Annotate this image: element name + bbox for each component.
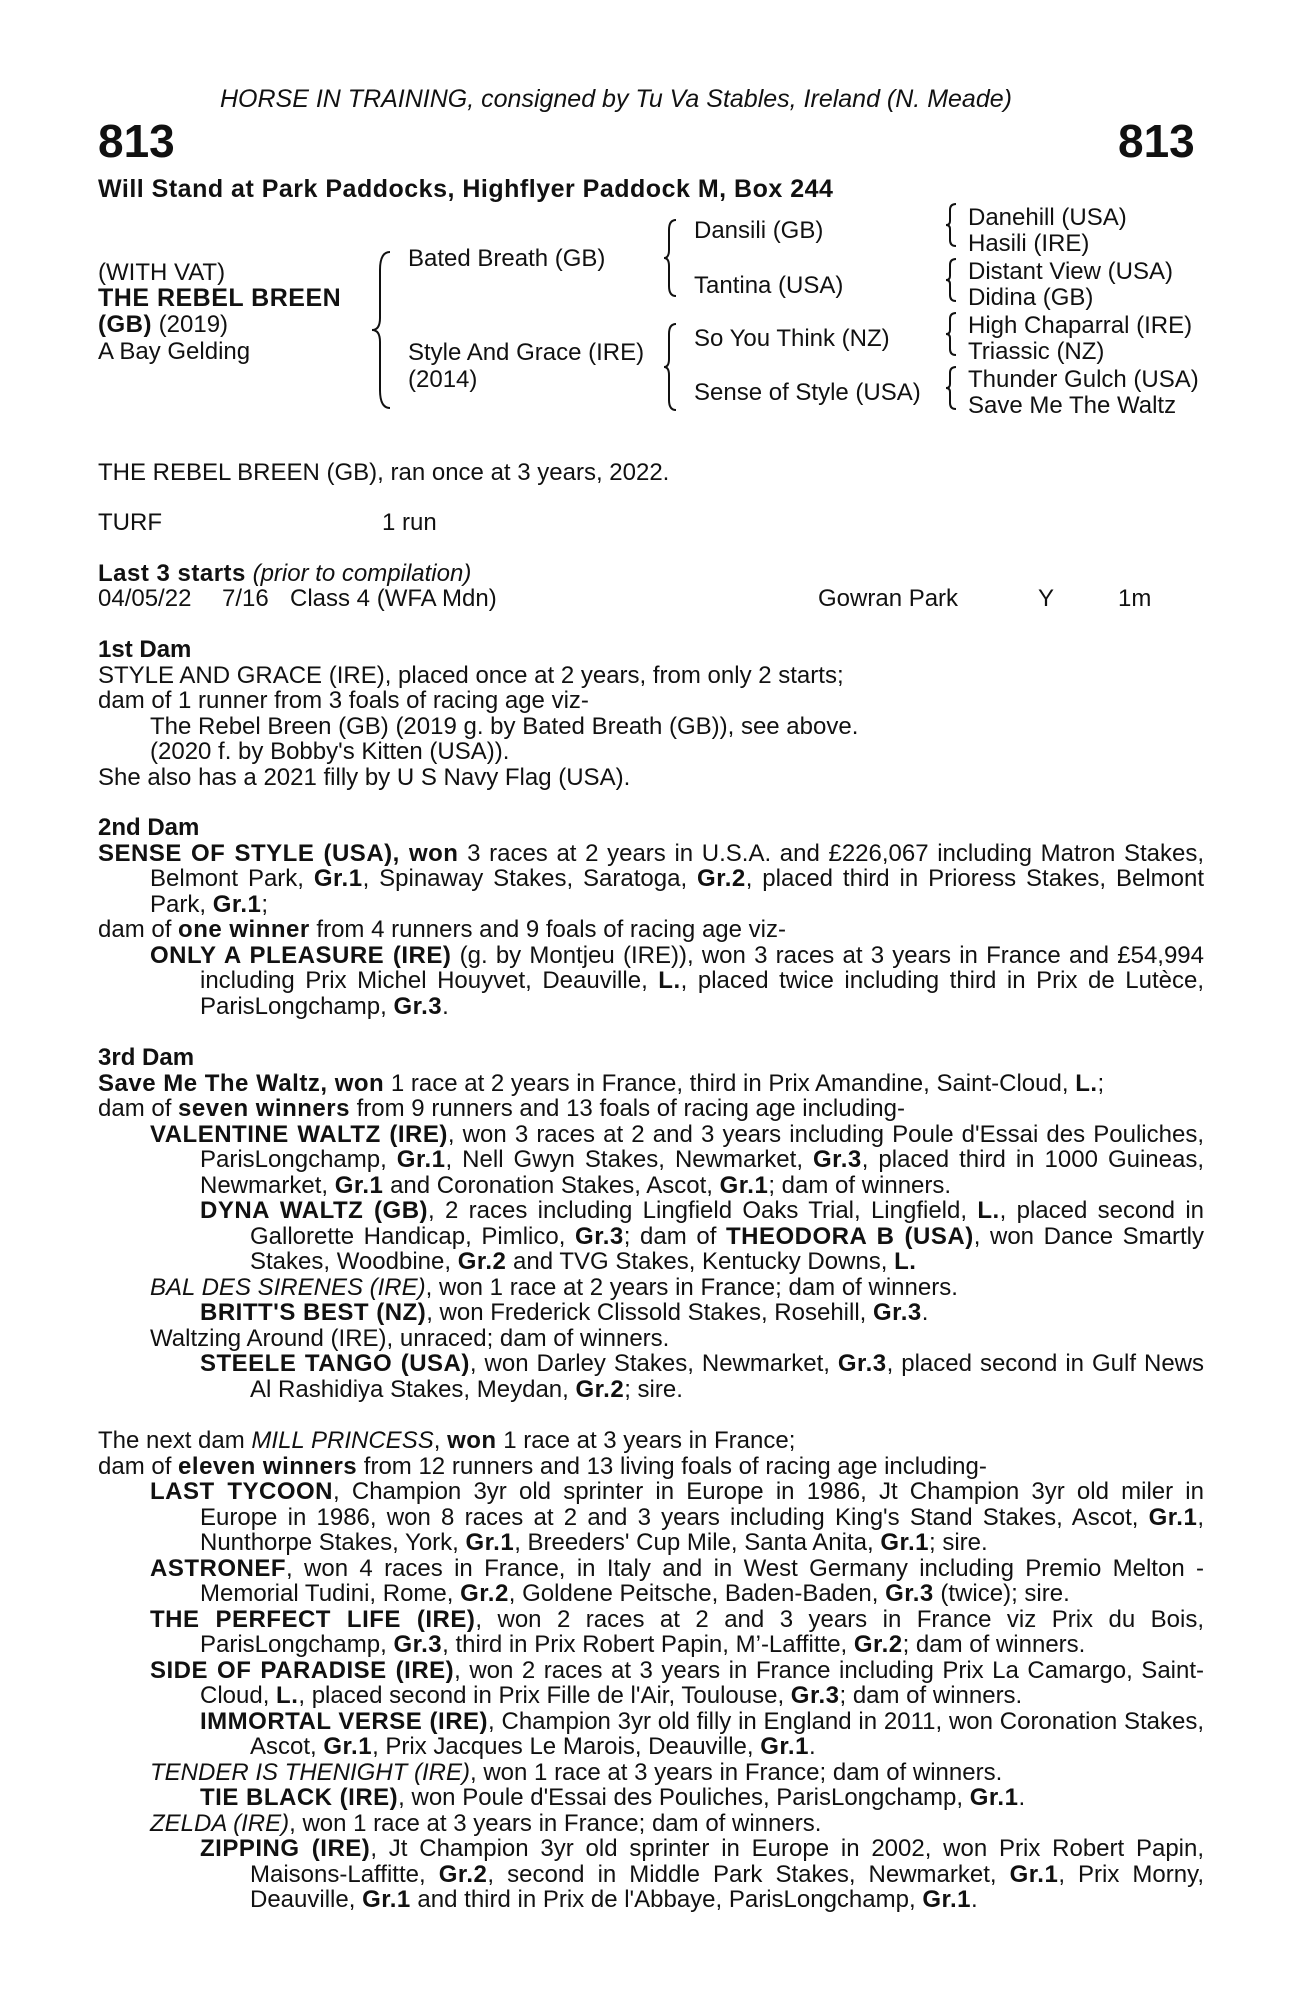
grade-label: Gr.1: [465, 1529, 515, 1556]
text-run: , Spinaway Stakes, Saratoga,: [362, 865, 698, 892]
produce-name: TIE BLACK (IRE): [200, 1784, 399, 1811]
grade-label: Gr.1: [880, 1529, 930, 1556]
pedigree-dds: Thunder Gulch (USA): [968, 366, 1199, 393]
pedigree-ssd: Hasili (IRE): [968, 230, 1090, 257]
text-run: , won Darley Stakes, Newmarket,: [469, 1350, 838, 1377]
pedigree-sire-dam: Tantina (USA): [694, 272, 844, 299]
second-dam-record: SENSE OF STYLE (USA), won 3 races at 2 years in U.S.A. and £226,067 including Matron Stakes, Belmont Park, Gr.1, Spinaway Stakes, Saratoga, Gr.2, placed third in Prioress Stakes, Belmont Park, Gr.1;: [98, 839, 1205, 918]
text-run: , won 4 races in France, in Italy and in West Germany including Premio Melton - Memorial Tudini, Rome,: [200, 1554, 1204, 1607]
pedigree-dsd: Triassic (NZ): [968, 338, 1105, 365]
text-run: ; dam of winners.: [839, 1682, 1023, 1709]
grade-label: Gr.3: [393, 992, 443, 1020]
text-run: ; sire.: [624, 1375, 683, 1403]
text-run: , won 1 race at 3 years in France; dam of winners.: [470, 1758, 1003, 1786]
text-run: (twice); sire.: [933, 1580, 1070, 1607]
dam-name: Save Me The Waltz: [98, 1069, 321, 1097]
race-record-summary: THE REBEL BREEN (GB), ran once at 3 years, 2022.: [98, 459, 670, 486]
produce-name: THE PERFECT LIFE (IRE): [150, 1605, 476, 1633]
text-run: .: [921, 1299, 929, 1326]
produce-entry: [98, 1198, 1204, 1275]
text-run: The next dam: [98, 1427, 252, 1454]
grade-label: Gr.2: [575, 1375, 625, 1403]
produce-name: ASTRONEF: [150, 1554, 286, 1582]
lot-number-left: 813: [98, 115, 175, 167]
start-going: Y: [1038, 585, 1055, 612]
text-run: , placed second in Gulf News Al Rashidiya Stakes, Meydan,: [250, 1350, 1204, 1403]
text-run: , won 3 races at 2 and 3 years including Poule d'Essai des Pouliches, ParisLongchamp,: [200, 1120, 1204, 1173]
grade-label: L.: [894, 1248, 917, 1275]
grade-label: Gr.2: [460, 1580, 509, 1607]
produce-entry: [98, 1275, 1204, 1301]
text-run: , Champion 3yr old filly in England in 2011, won Coronation Stakes, Ascot,: [250, 1707, 1204, 1760]
produce-name: ZELDA (IRE): [150, 1809, 290, 1837]
text-run: ; dam of winners.: [768, 1171, 952, 1199]
produce-name: DYNA WALTZ (GB): [200, 1197, 429, 1224]
horse-name: THE REBEL BREEN: [98, 284, 342, 312]
text-run: and TVG Stakes, Kentucky Downs,: [506, 1248, 895, 1275]
won-label: won: [408, 839, 459, 867]
text-run: , placed second in Gallorette Handicap, Pimlico,: [250, 1197, 1204, 1250]
horse-origin: [98, 312, 228, 338]
pedigree-brace-dam: [662, 322, 682, 412]
last-starts-heading: [98, 561, 471, 587]
grade-label: Gr.2: [438, 1860, 488, 1888]
pedigree-dam-sire: So You Think (NZ): [694, 325, 890, 352]
text-run: , placed third in Prioress Stakes, Belmont Park,: [150, 865, 1205, 918]
start-distance: 1m: [1118, 585, 1152, 612]
produce-name: BAL DES SIRENES (IRE): [150, 1273, 426, 1301]
grade-label: L.: [977, 1197, 1000, 1224]
pedigree-dam-year: (2014): [408, 366, 478, 393]
third-dam-produce-line: [98, 1096, 1204, 1122]
pedigree-brace-ds: [944, 311, 960, 357]
last-starts-note: (prior to compilation): [252, 560, 472, 587]
produce-entry: [98, 943, 1204, 1020]
text-run: .: [971, 1886, 978, 1913]
produce-name: THEODORA B (USA): [726, 1222, 974, 1250]
third-dam-section: [98, 1045, 1204, 1402]
produce-entry: [98, 1122, 1204, 1199]
text-run: , Champion 3yr old sprinter in Europe in 1986, Jt Champion 3yr old miler in Europe in 1986, won 8 races at 2 and 3 years including King's Stand Stakes, Ascot,: [200, 1478, 1204, 1531]
grade-label: Gr.2: [697, 865, 746, 892]
first-dam-heading: 1st Dam: [98, 636, 192, 663]
dam-name: SENSE OF STYLE (USA): [98, 839, 393, 867]
pedigree-brace-sire: [662, 218, 682, 298]
dam-name: MILL PRINCESS: [251, 1427, 434, 1454]
produce-entry: [98, 1658, 1204, 1709]
text-run: , second in Middle Park Stakes, Newmarket,: [487, 1860, 1010, 1888]
vat-note: (WITH VAT): [98, 259, 226, 286]
text-run: , third in Prix Robert Papin, M’-Laffitte,: [442, 1631, 854, 1658]
text-run: ; sire.: [929, 1529, 988, 1556]
grade-label: Gr.2: [853, 1631, 903, 1658]
first-dam-line: STYLE AND GRACE (IRE), placed once at 2 years, from only 2 starts;: [98, 661, 844, 689]
next-dam-section: [98, 1428, 1204, 1913]
text-run: , won 2 races at 3 years in France including Prix La Camargo, Saint-Cloud,: [200, 1656, 1204, 1709]
grade-label: L.: [1075, 1069, 1098, 1097]
text-run: , Prix Morny, Deauville,: [250, 1860, 1204, 1913]
text-run: , Nell Gwyn Stakes, Newmarket,: [445, 1146, 814, 1173]
text-run: , placed third in 1000 Guineas, Newmarket,: [200, 1146, 1205, 1199]
text-run: , won Dance Smartly Stakes, Woodbine,: [250, 1222, 1205, 1275]
consignor-line: HORSE IN TRAINING, consigned by Tu Va Stables, Ireland (N. Meade): [220, 85, 1012, 113]
text-run: .: [1018, 1784, 1026, 1811]
grade-label: Gr.3: [813, 1146, 862, 1173]
pedigree-dss: High Chaparral (IRE): [968, 312, 1193, 339]
winners-count: one winner: [178, 916, 310, 943]
text-run: dam of: [98, 1452, 179, 1480]
grade-label: Gr.1: [212, 890, 262, 918]
first-dam-line: dam of 1 runner from 3 foals of racing age viz-: [98, 687, 589, 714]
text-run: , won Frederick Clissold Stakes, Rosehill,: [426, 1299, 874, 1326]
horse-year: (2019): [158, 311, 229, 338]
text-run: from 9 runners and 13 foals of racing age including-: [349, 1095, 905, 1122]
second-dam-section: [98, 815, 1204, 1019]
grade-label: Gr.1: [362, 1886, 411, 1913]
start-class: Class 4 (WFA Mdn): [290, 585, 497, 612]
lot-number-right: 813: [1118, 115, 1195, 167]
text-run: 1 race at 3 years in France;: [496, 1427, 796, 1454]
grade-label: L.: [658, 967, 681, 994]
third-dam-heading: 3rd Dam: [98, 1044, 195, 1071]
text-run: , Nunthorpe Stakes, York,: [200, 1503, 1204, 1556]
pedigree-brace-main: [370, 250, 400, 410]
pedigree-brace-sd: [944, 257, 960, 303]
produce-name: STEELE TANGO (USA): [200, 1350, 470, 1377]
text-run: ,: [433, 1427, 448, 1454]
winners-count: eleven winners: [178, 1452, 358, 1480]
text-run: , won 1 race at 3 years in France; dam of winners.: [289, 1809, 822, 1837]
grade-label: L.: [276, 1682, 299, 1709]
text-run: , won 2 races at 2 and 3 years in France viz Prix du Bois, ParisLongchamp,: [200, 1605, 1205, 1658]
first-dam-produce: The Rebel Breen (GB) (2019 g. by Bated Breath (GB)), see above.: [150, 712, 859, 740]
last-starts-title: Last 3 starts: [98, 560, 246, 587]
text-run: , placed second in Prix Fille de l'Air, Toulouse,: [298, 1682, 791, 1709]
next-dam-produce-line: [98, 1454, 1204, 1480]
text-run: , Breeders' Cup Mile, Santa Anita,: [514, 1529, 881, 1556]
third-dam-record: Save Me The Waltz, won 1 race at 2 years in France, third in Prix Amandine, Saint-Cloud, L.;: [98, 1069, 1105, 1097]
produce-entry: [98, 1709, 1204, 1760]
produce-name: IMMORTAL VERSE (IRE): [200, 1707, 489, 1735]
produce-entry: [98, 1479, 1204, 1556]
text-run: , won 1 race at 2 years in France; dam of winners.: [425, 1273, 958, 1301]
pedigree-sss: Danehill (USA): [968, 204, 1127, 231]
text-run: 1 race at 2 years in France, third in Prix Amandine, Saint-Cloud,: [384, 1069, 1076, 1097]
text-run: ;: [1097, 1069, 1105, 1097]
surface-label: TURF: [98, 509, 162, 536]
grade-label: Gr.1: [323, 1733, 373, 1760]
text-run: and Coronation Stakes, Ascot,: [383, 1171, 720, 1199]
surface-runs: 1 run: [382, 509, 437, 536]
pedigree-brace-ss: [944, 202, 960, 248]
grade-label: Gr.1: [922, 1886, 972, 1913]
text-run: (g. by Montjeu (IRE)), won 3 races at 3 years in France and £54,994 including Prix Michel Houyvet, Deauville,: [200, 941, 1204, 994]
produce-entry: [98, 1556, 1204, 1607]
grade-label: Gr.1: [969, 1784, 1019, 1811]
text-run: , won Poule d'Essai des Pouliches, ParisLongchamp,: [398, 1784, 970, 1811]
winners-count: seven winners: [178, 1095, 350, 1122]
text-run: , placed twice including third in Prix de Lutèce, ParisLongchamp,: [200, 967, 1204, 1020]
pedigree-sds: Distant View (USA): [968, 258, 1173, 285]
first-dam-section: [98, 637, 1204, 790]
produce-entry: [98, 1607, 1204, 1658]
text-run: , Goldene Peitsche, Baden-Baden,: [508, 1580, 886, 1607]
grade-label: Gr.1: [1009, 1860, 1059, 1888]
text-run: , Jt Champion 3yr old sprinter in Europe in 2002, won Prix Robert Papin, Maisons-Laffitte,: [250, 1835, 1205, 1888]
pedigree-sire: Bated Breath (GB): [408, 245, 606, 272]
pedigree-brace-dd: [944, 365, 960, 411]
grade-label: Gr.3: [575, 1222, 624, 1250]
produce-entry: [98, 1300, 1204, 1326]
horse-description: A Bay Gelding: [98, 338, 251, 365]
text-run: from 12 runners and 13 living foals of racing age including-: [357, 1452, 987, 1480]
second-dam-heading: 2nd Dam: [98, 814, 200, 841]
text-run: and third in Prix de l'Abbaye, ParisLongchamp,: [410, 1886, 923, 1913]
text-run: ;: [261, 890, 269, 918]
produce-entry: [98, 1836, 1204, 1913]
pedigree-ddd: Save Me The Waltz: [968, 392, 1177, 419]
text-run: .: [808, 1733, 816, 1760]
produce-entry: [98, 1785, 1204, 1811]
produce-name: ONLY A PLEASURE (IRE): [150, 941, 452, 969]
first-dam-produce: (2020 f. by Bobby's Kitten (USA)).: [150, 738, 510, 765]
pedigree-sdd: Didina (GB): [968, 284, 1094, 311]
grade-label: Gr.1: [334, 1171, 384, 1199]
text-run: ; dam of winners.: [902, 1631, 1086, 1658]
text-run: , 2 races including Lingfield Oaks Trial, Lingfield,: [428, 1197, 978, 1224]
produce-name: SIDE OF PARADISE (IRE): [150, 1656, 455, 1684]
pedigree-dam-dam: Sense of Style (USA): [694, 379, 921, 406]
produce-name: VALENTINE WALTZ (IRE): [150, 1120, 448, 1148]
start-position: 7/16: [222, 585, 269, 612]
text-run: dam of: [98, 1095, 179, 1122]
grade-label: Gr.3: [885, 1580, 934, 1607]
text-run: ; dam of: [623, 1222, 726, 1250]
grade-label: Gr.1: [719, 1171, 769, 1199]
grade-label: Gr.3: [790, 1682, 840, 1709]
pedigree-sire-sire: Dansili (GB): [694, 217, 824, 244]
produce-entry: [98, 1351, 1204, 1402]
text-run: 3 races at 2 years in U.S.A. and £226,067 including Matron Stakes, Belmont Park,: [150, 839, 1204, 892]
produce-entry: [98, 1811, 1204, 1837]
won-label: won: [447, 1427, 497, 1454]
grade-label: Gr.2: [457, 1248, 507, 1275]
grade-label: Gr.3: [837, 1350, 887, 1377]
grade-label: Gr.1: [760, 1733, 809, 1760]
start-date: 04/05/22: [98, 585, 192, 612]
next-dam-record: [98, 1428, 1204, 1454]
text-run: .: [442, 992, 449, 1020]
grade-label: Gr.3: [873, 1299, 922, 1326]
produce-entry: [98, 1760, 1204, 1786]
pedigree-dam: Style And Grace (IRE): [408, 339, 645, 366]
horse-country: (GB): [98, 311, 152, 338]
stand-location: Will Stand at Park Paddocks, Highflyer Paddock M, Box 244: [98, 175, 834, 203]
grade-label: Gr.1: [1148, 1503, 1198, 1531]
produce-name: BRITT'S BEST (NZ): [200, 1299, 427, 1326]
second-dam-produce-line: [98, 917, 1204, 943]
text-run: dam of: [98, 916, 179, 943]
text-run: , Prix Jacques Le Marois, Deauville,: [372, 1733, 761, 1760]
grade-label: Gr.3: [393, 1631, 443, 1658]
text-run: from 4 runners and 9 foals of racing age viz-: [309, 916, 786, 943]
won-label: won: [334, 1069, 385, 1097]
grade-label: Gr.1: [396, 1146, 446, 1173]
start-course: Gowran Park: [818, 585, 959, 612]
produce-entry: Waltzing Around (IRE), unraced; dam of winners.: [150, 1324, 670, 1352]
produce-name: TENDER IS THENIGHT (IRE): [150, 1758, 471, 1786]
first-dam-line: She also has a 2021 filly by U S Navy Flag (USA).: [98, 763, 631, 791]
produce-name: LAST TYCOON: [150, 1478, 334, 1505]
produce-name: ZIPPING (IRE): [200, 1835, 371, 1862]
grade-label: Gr.1: [313, 865, 363, 892]
